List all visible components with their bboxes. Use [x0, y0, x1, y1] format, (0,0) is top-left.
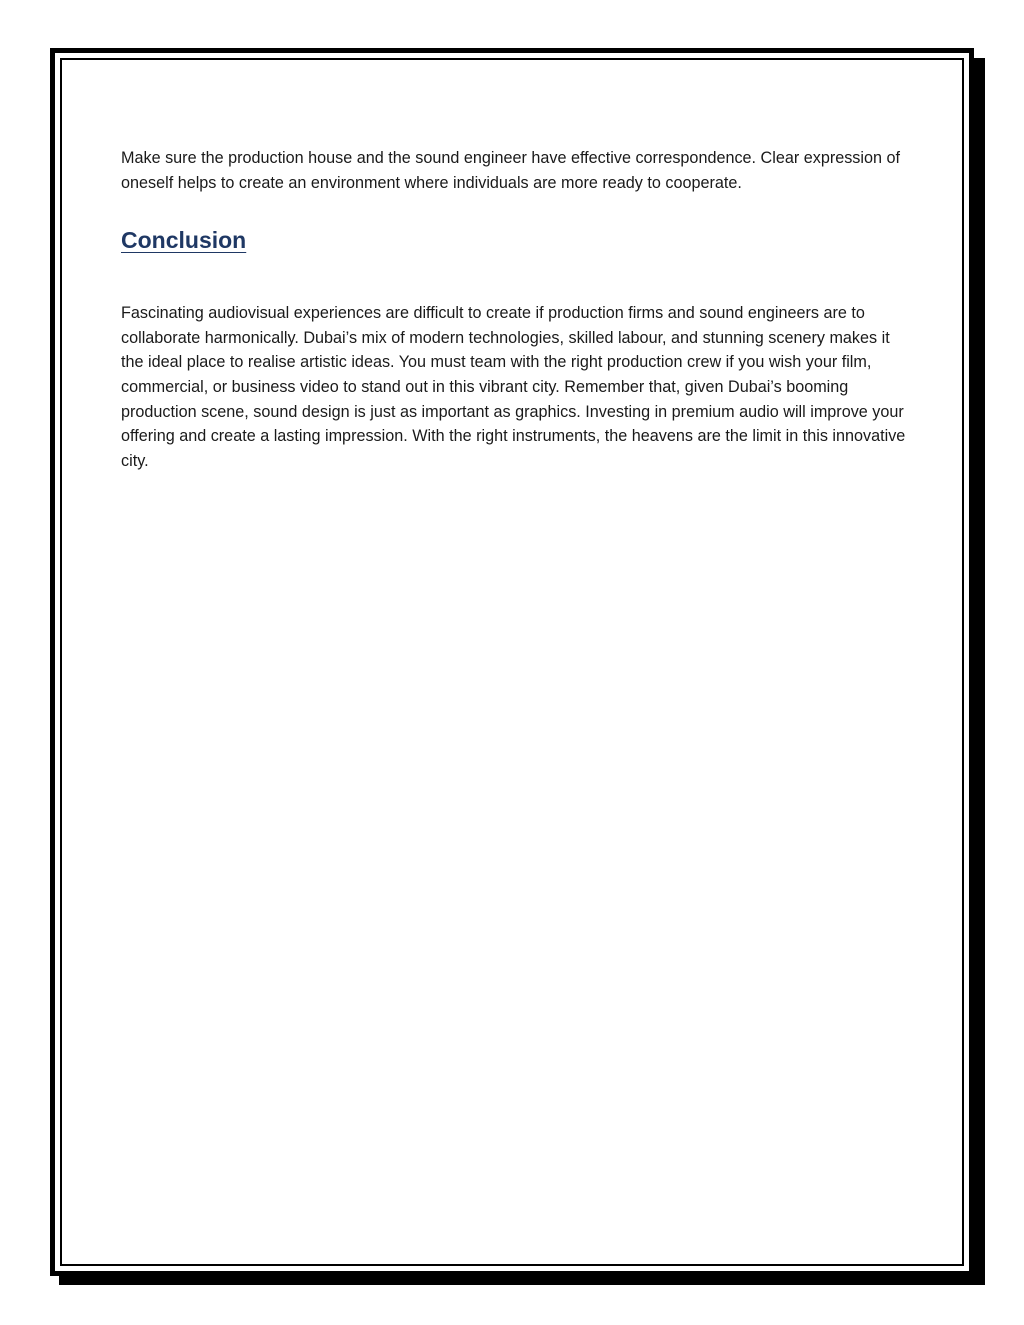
intro-paragraph: Make sure the production house and the sound engineer have effective correspondence. Clear expression of oneself helps to create an environment where individuals are more ready to cooperate. — [121, 149, 900, 192]
document-body — [121, 146, 911, 473]
conclusion-paragraph: Fascinating audiovisual experiences are difficult to create if production firms and sound engineers are to collaborate harmonically. Dubai’s mix of modern technologies, skilled labour, and stunning scenery makes it the ideal place to realise artistic ideas. You must team with the right production crew if you wish your film, commercial, or business video to stand out in this vibrant city. Remember that, given Dubai’s booming production scene, sound design is just as important as graphics. Investing in premium audio will improve your offering and create a lasting impression. With the right instruments, the heavens are the limit in this innovative city. — [121, 304, 906, 470]
section-heading: Conclusion — [121, 227, 247, 254]
